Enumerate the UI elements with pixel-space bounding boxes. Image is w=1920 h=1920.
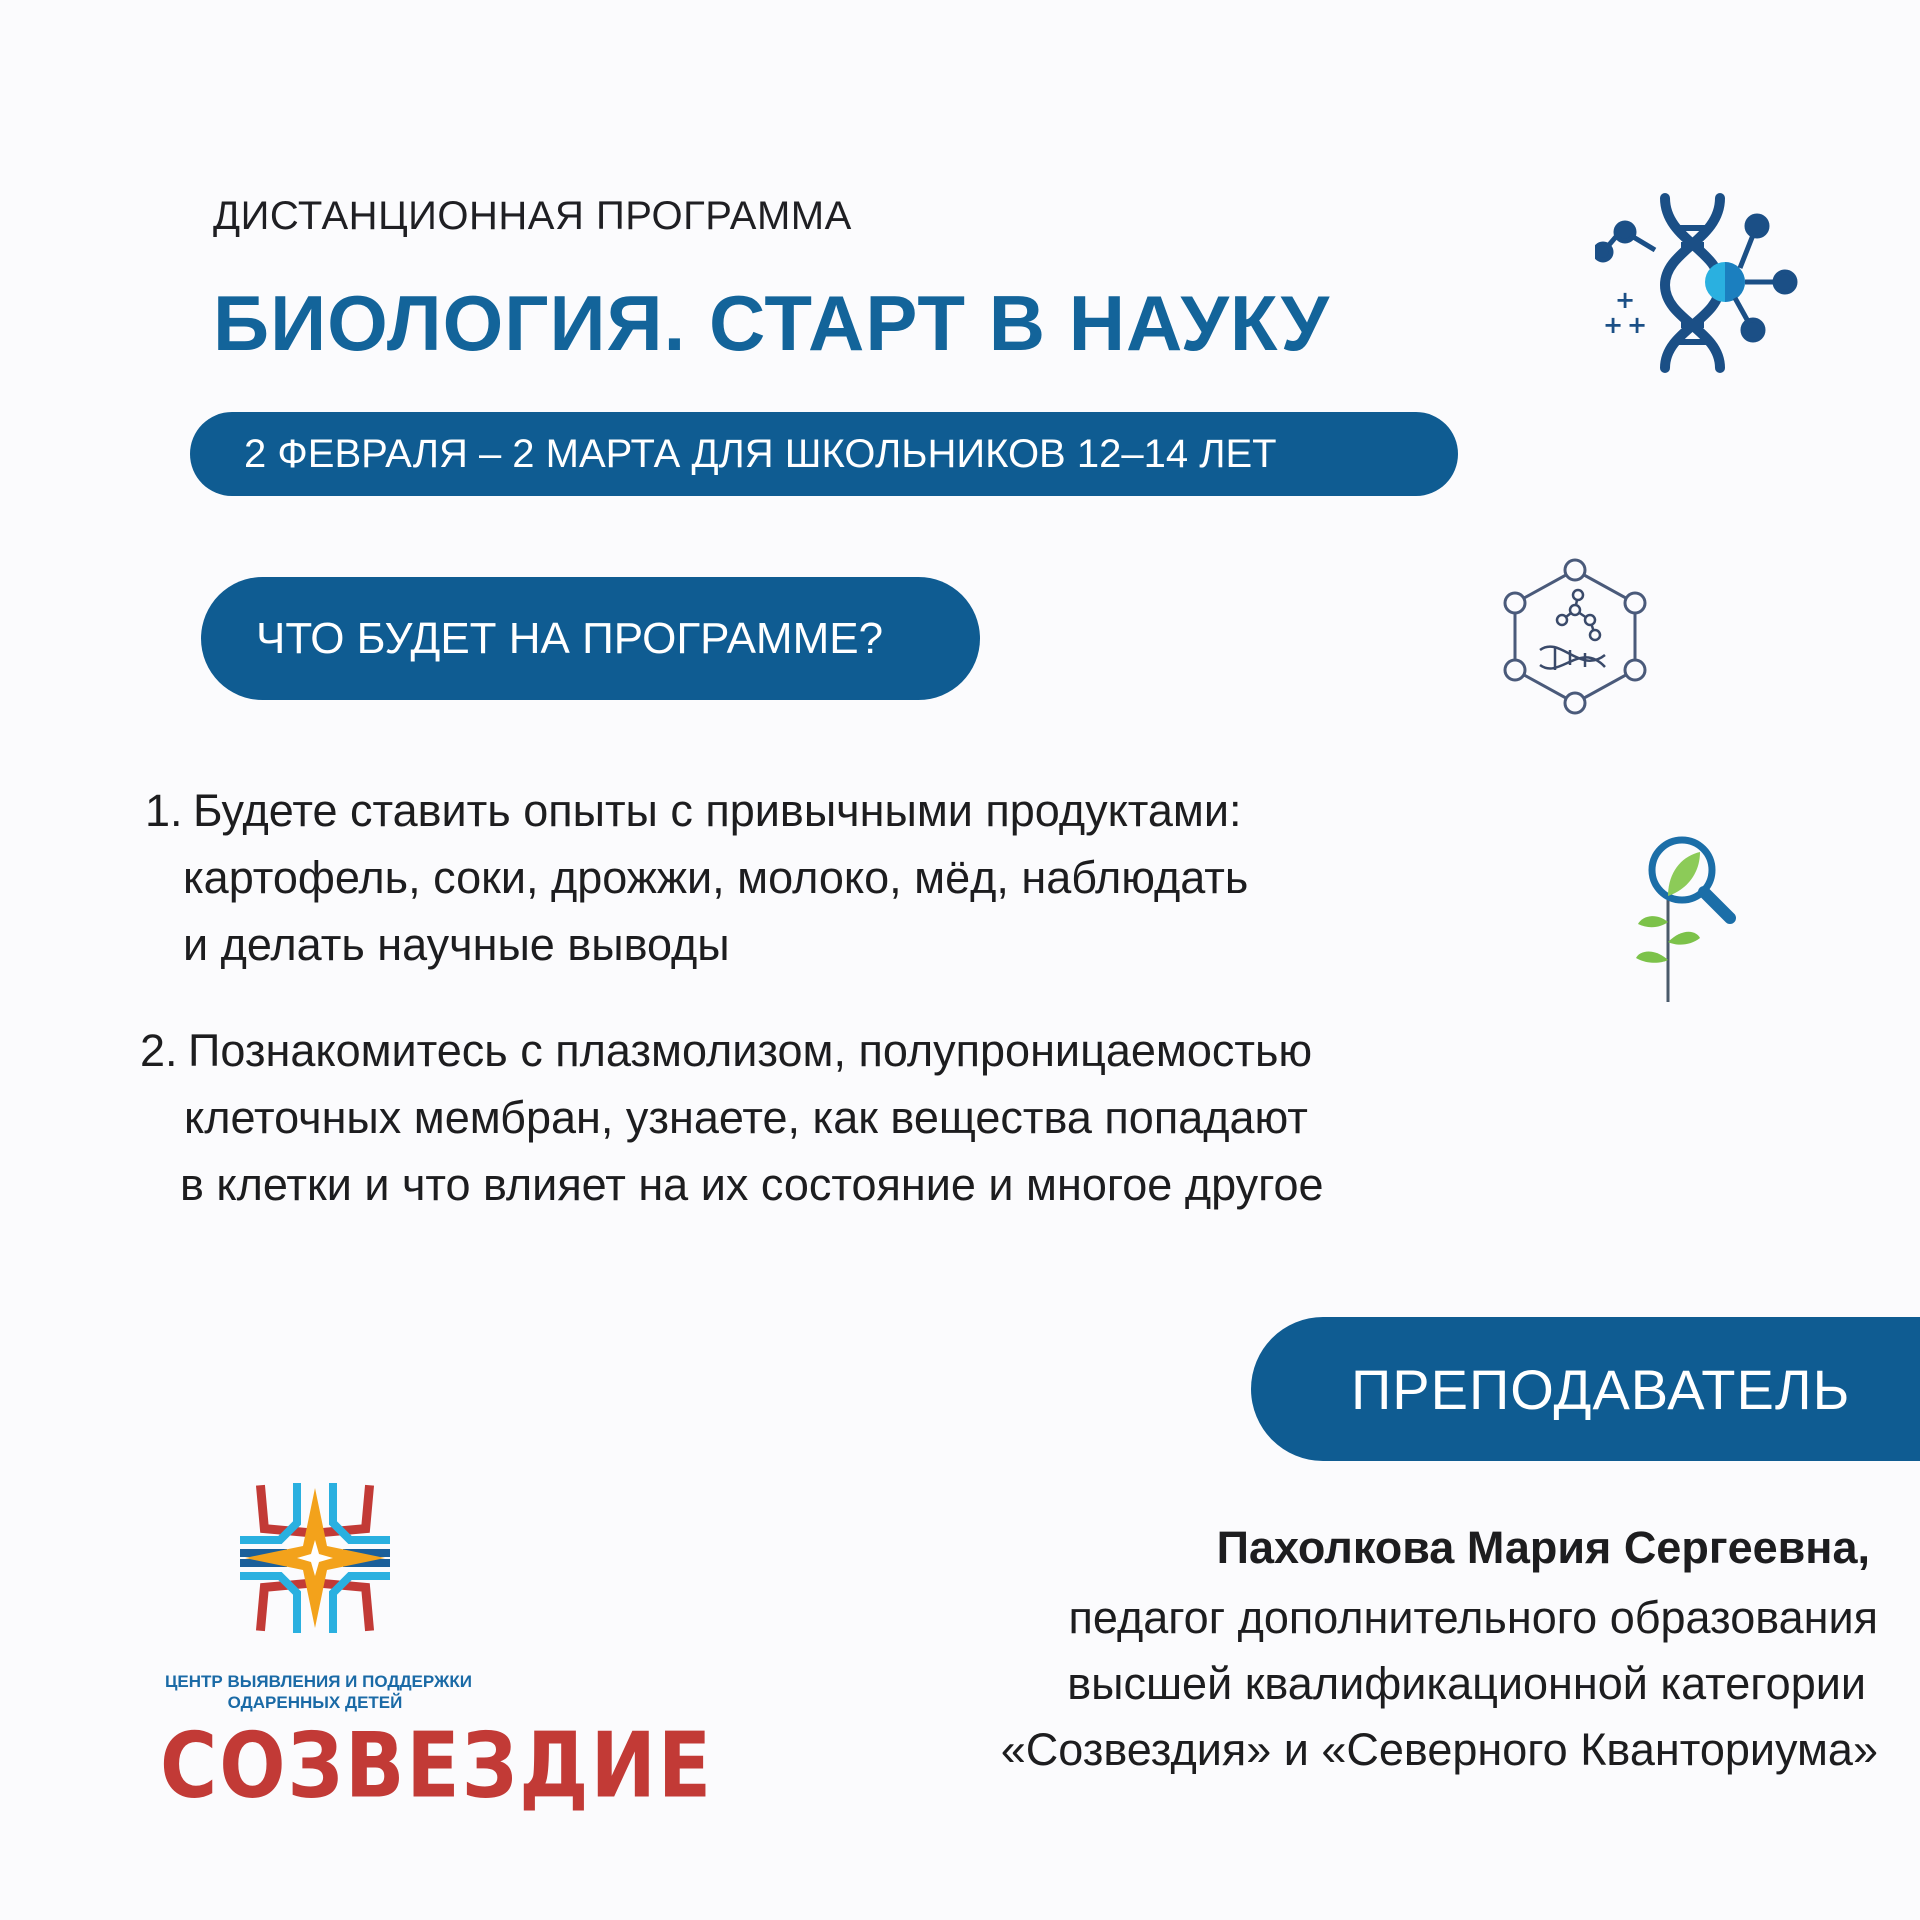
teacher-desc-line: высшей квалификационной категории — [1067, 1658, 1866, 1709]
list-item-line: в клетки и что влияет на их состояние и многое другое — [180, 1159, 1324, 1210]
list-item-number: 1. — [145, 785, 183, 836]
svg-text:+: + — [1615, 286, 1636, 314]
teacher-description — [1001, 1585, 1878, 1783]
program-type-label: ДИСТАНЦИОННАЯ ПРОГРАММА — [213, 194, 852, 238]
logo-wordmark: СОЗВЕЗДИЕ — [160, 1715, 714, 1819]
star-logo-icon — [235, 1478, 395, 1638]
dna-icon — [1595, 190, 1805, 375]
teacher-heading: ПРЕПОДАВАТЕЛЬ — [1351, 1357, 1851, 1421]
program-heading-banner — [201, 577, 980, 700]
svg-text:+: + — [1603, 311, 1624, 339]
teacher-desc-line: педагог дополнительного образования — [1068, 1592, 1878, 1643]
list-item-line: картофель, соки, дрожжи, молоко, мёд, наблюдать — [183, 852, 1249, 903]
list-item-line: клеточных мембран, узнаете, как вещества попадают — [184, 1092, 1308, 1143]
list-item — [140, 1017, 1324, 1218]
svg-text:+: + — [1627, 311, 1648, 339]
list-item-line: Будете ставить опыты с привычными продуктами: — [193, 785, 1242, 836]
page-title: БИОЛОГИЯ. СТАРТ В НАУКУ — [213, 279, 1330, 367]
plant-magnifier-icon — [1630, 830, 1760, 1005]
teacher-desc-line: «Созвездия» и «Северного Кванториума» — [1000, 1724, 1878, 1775]
list-item-line: Познакомитесь с плазмолизом, полупроницаемостью — [188, 1025, 1313, 1076]
dates-text: 2 ФЕВРАЛЯ – 2 МАРТА ДЛЯ ШКОЛЬНИКОВ 12–14 ЛЕТ — [244, 431, 1277, 476]
logo-caption-line1: ЦЕНТР ВЫЯВЛЕНИЯ И ПОДДЕРЖКИ — [165, 1672, 472, 1691]
list-item-line: и делать научные выводы — [183, 919, 730, 970]
logo-caption-line2: ОДАРЕННЫХ ДЕТЕЙ — [227, 1693, 403, 1712]
dates-banner — [190, 412, 1458, 496]
list-item-number: 2. — [140, 1025, 178, 1076]
molecule-hexagon-icon — [1500, 555, 1650, 720]
program-heading: ЧТО БУДЕТ НА ПРОГРАММЕ? — [256, 613, 884, 663]
teacher-heading-banner — [1251, 1317, 1920, 1461]
list-item — [145, 777, 1248, 978]
teacher-name: Пахолкова Мария Сергеевна, — [1216, 1522, 1870, 1573]
